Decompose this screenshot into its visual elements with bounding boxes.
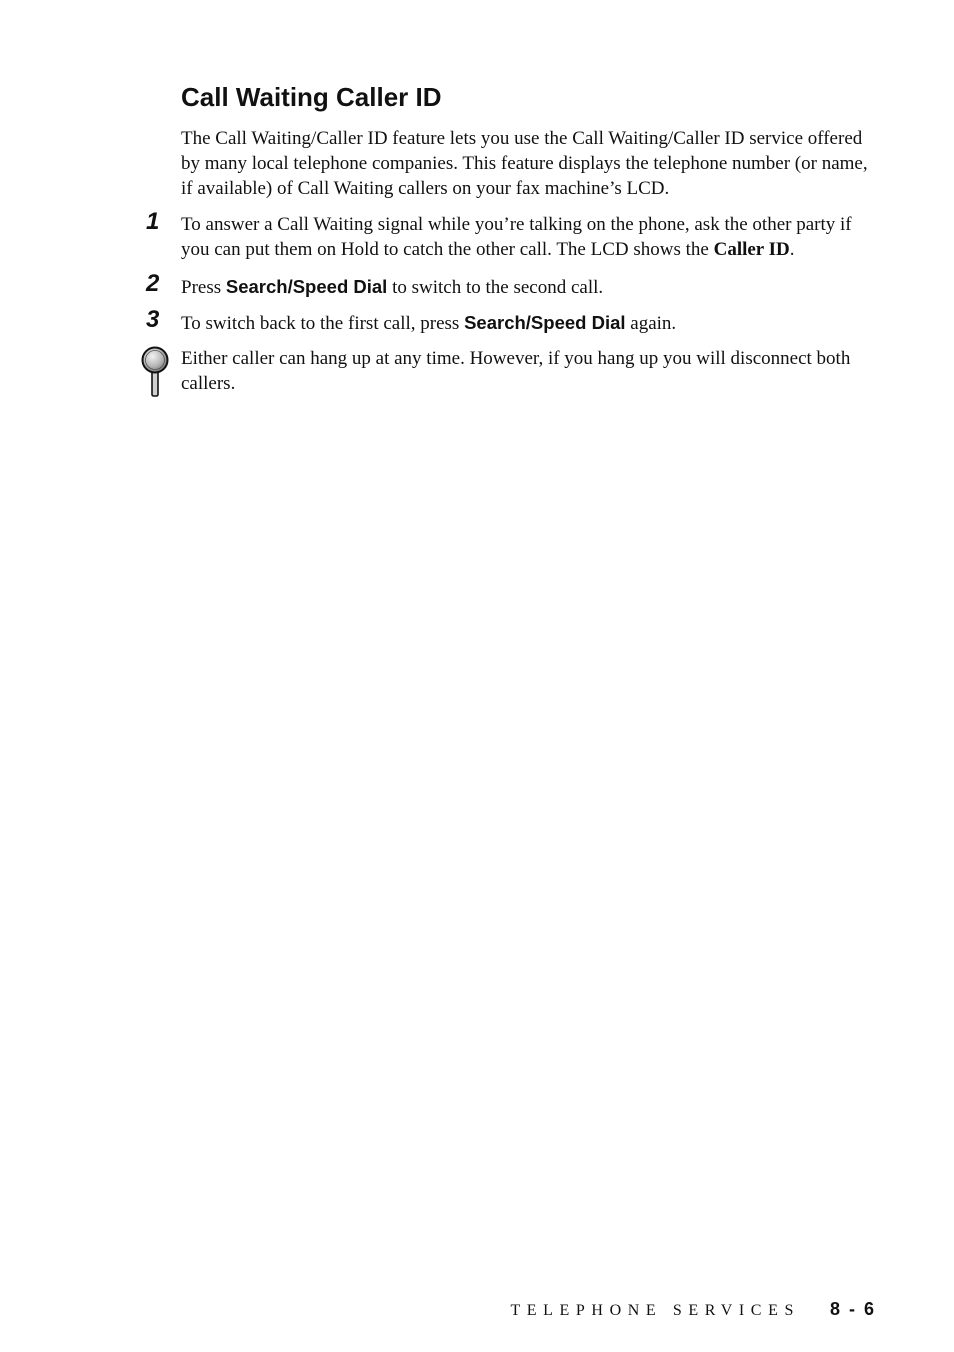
page-title: Call Waiting Caller ID [181, 82, 442, 112]
step-text [181, 212, 881, 262]
step-text-before: Press [181, 277, 226, 298]
step-text [181, 274, 881, 300]
intro-paragraph: The Call Waiting/Caller ID feature lets you use the Call Waiting/Caller ID service offered by many local telephone companies. This feature displays the telephone number (or name, if available) of Call Waiting callers on your fax machine’s LCD. [181, 128, 868, 199]
step-text-after: . [789, 239, 795, 260]
step-number: 1 [146, 208, 160, 235]
step-text-after: again. [625, 313, 677, 334]
step-text-after: to switch to the second call. [387, 277, 604, 298]
search-speed-dial-key: Search/Speed Dial [464, 312, 626, 333]
footer-section-title: TELEPHONE SERVICES [510, 1302, 800, 1319]
step-number: 3 [146, 306, 160, 333]
step-text [181, 310, 881, 336]
note-text: Either caller can hang up at any time. However, if you hang up you will disconnect both callers. [181, 348, 851, 394]
step-number: 2 [146, 270, 160, 297]
magnifier-icon [140, 346, 170, 398]
page-number: 8 - 6 [829, 1299, 876, 1319]
step-text-before: To switch back to the first call, press [181, 313, 465, 334]
search-speed-dial-key: Search/Speed Dial [225, 276, 388, 297]
page-footer [510, 1299, 876, 1323]
step-text-before: To answer a Call Waiting signal while you’re talking on the phone, ask the other party if you can put them on Hold to catch the other call. The LCD shows the [181, 214, 852, 260]
caller-id-emphasis: Caller ID [713, 239, 790, 260]
